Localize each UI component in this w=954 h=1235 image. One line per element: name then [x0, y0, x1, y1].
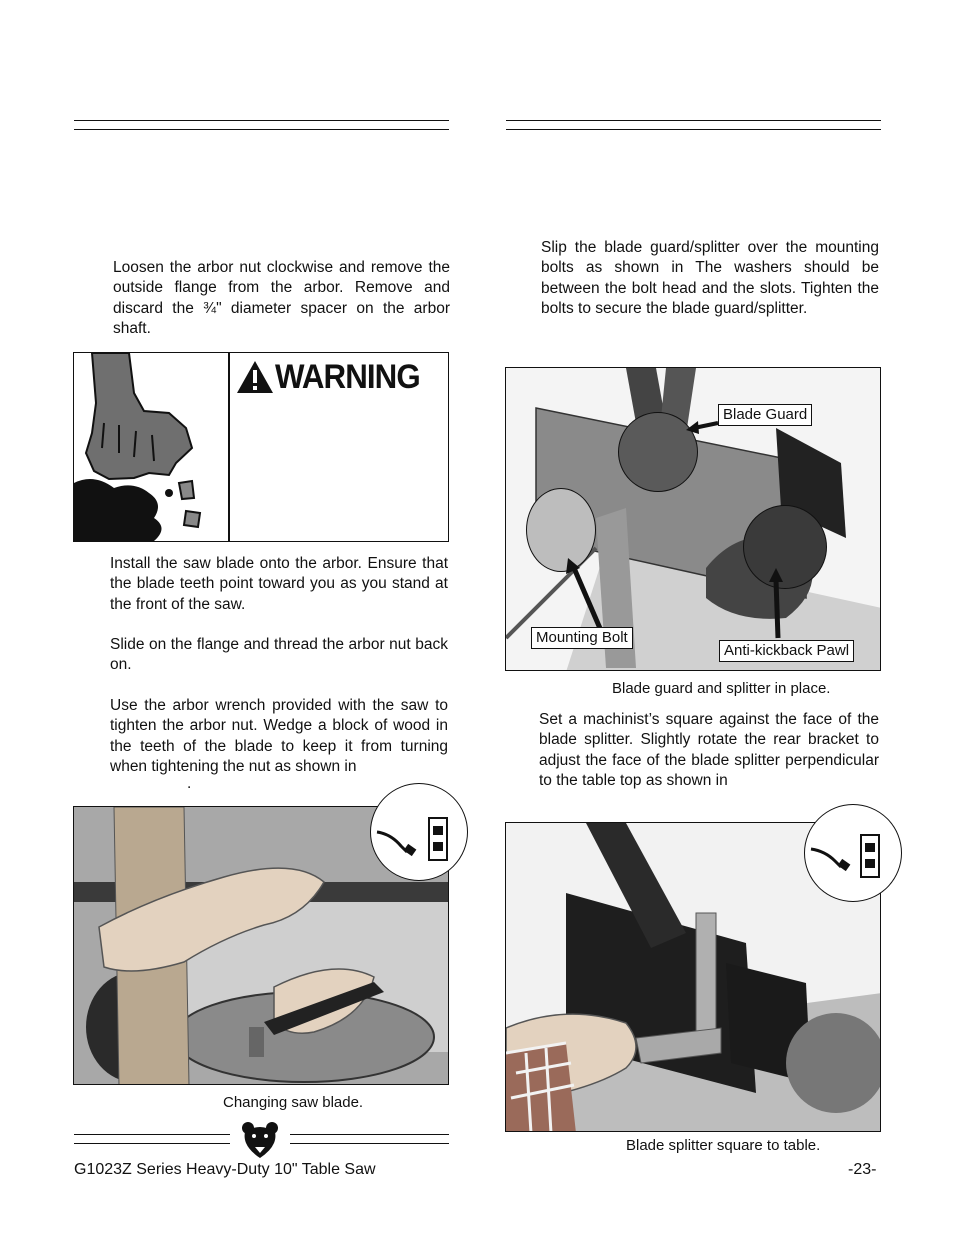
- warning-box: [73, 352, 449, 542]
- left-step-tighten-nut-tail: .: [187, 775, 192, 792]
- right-figure-2-caption: Blade splitter square to table.: [626, 1137, 821, 1154]
- grizzly-bear-logo-icon: [240, 1120, 280, 1160]
- unplug-icon-left: [370, 783, 468, 881]
- hand-injury-illustration: [74, 353, 229, 541]
- anti-kickback-label: Anti-kickback Pawl: [719, 640, 854, 662]
- right-step-slip-guard: Slip the blade guard/splitter over the mounting bolts as shown in The washers should be between the bolt head and the slots. Tighten the bolts to secure the blade guard/splitter.: [541, 239, 879, 317]
- page-number: -23-: [848, 1161, 877, 1178]
- right-header-rule-1: [506, 120, 881, 121]
- footer-rule-right-1: [290, 1134, 449, 1135]
- warning-divider: [228, 353, 230, 542]
- warning-heading: WARNING: [275, 357, 420, 396]
- unplug-icon-right: [804, 804, 902, 902]
- footer-rule-left-2: [74, 1143, 230, 1144]
- left-header-rule-2: [74, 129, 449, 130]
- blade-guard-label: Blade Guard: [718, 404, 812, 426]
- footer-title: G1023Z Series Heavy-Duty 10" Table Saw: [74, 1161, 376, 1178]
- left-step-install-blade: Install the saw blade onto the arbor. Ensure that the blade teeth point toward you as you stand at the front of the saw.: [110, 555, 448, 613]
- blade-guard-photo: [505, 367, 881, 671]
- right-header-rule-2: [506, 129, 881, 130]
- footer-rule-right-2: [290, 1143, 449, 1144]
- left-step-loosen-arbor-nut: Loosen the arbor nut clockwise and remove the outside flange from the arbor. Remove and discard the ¾" diameter spacer on the arbor shaft.: [113, 259, 450, 337]
- mounting-bolt-label: Mounting Bolt: [531, 627, 633, 649]
- left-step-slide-flange: Slide on the flange and thread the arbor nut back on.: [110, 636, 448, 674]
- left-figure-caption: Changing saw blade.: [223, 1094, 364, 1111]
- right-step-set-square: Set a machinist’s square against the face of the blade splitter. Slightly rotate the rear bracket to adjust the face of the blade splitter perpendicular to the table top as shown in: [539, 711, 879, 789]
- right-figure-1-caption: Blade guard and splitter in place.: [612, 680, 831, 697]
- warning-triangle-icon: [236, 360, 274, 394]
- left-step-tighten-nut: Use the arbor wrench provided with the saw to tighten the arbor nut. Wedge a block of wood in the teeth of the blade to keep it from turning when tightening the nut as shown in: [110, 697, 448, 775]
- left-header-rule-1: [74, 120, 449, 121]
- warning-header: [236, 357, 432, 397]
- callout-arrows: [506, 368, 881, 671]
- footer-rule-left-1: [74, 1134, 230, 1135]
